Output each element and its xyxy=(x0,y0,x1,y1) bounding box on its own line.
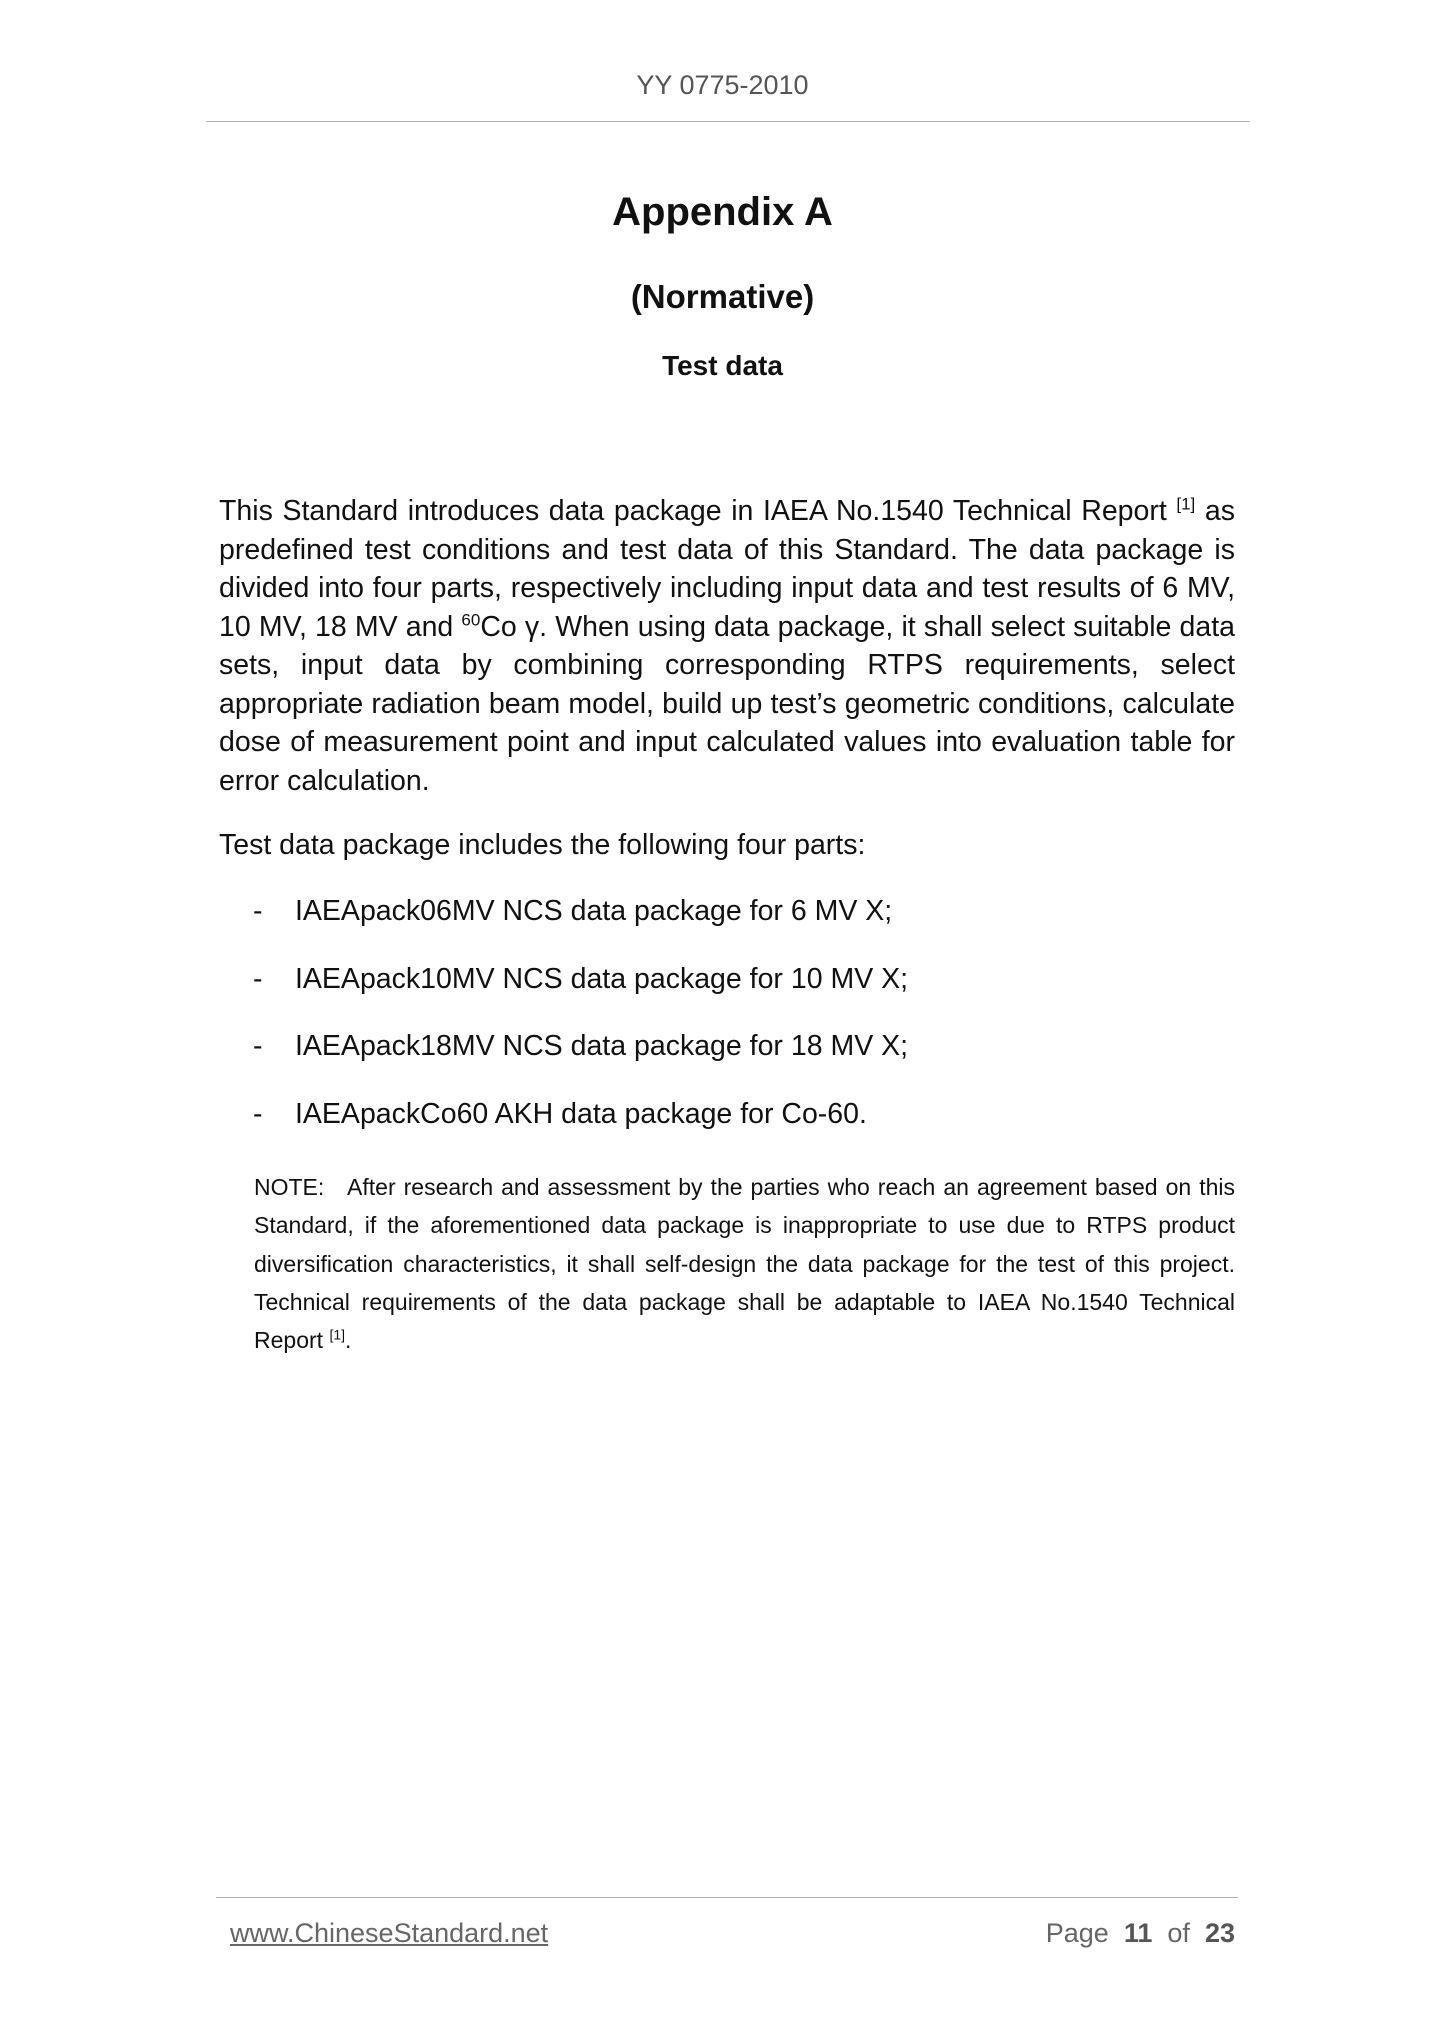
document-code: YY 0775-2010 xyxy=(636,70,809,100)
list-item xyxy=(219,892,1235,960)
list-item-text: IAEApack10MV NCS data package for 10 MV X; xyxy=(295,962,909,995)
list-item xyxy=(219,1095,1235,1163)
page-total: 23 xyxy=(1204,1918,1235,1948)
list-item-text: IAEApack06MV NCS data package for 6 MV X; xyxy=(295,895,893,927)
note-paragraph xyxy=(254,1168,1242,1359)
appendix-subject: Test data xyxy=(662,350,783,381)
website-link[interactable]: www.ChineseStandard.net xyxy=(230,1918,549,1948)
list-dash: - xyxy=(253,1097,263,1130)
list-intro-paragraph: Test data package includes the following four parts: xyxy=(219,829,866,861)
intro-text-b: as predefined test conditions and test data of this Standard. The data package is divided into four parts, respectively including input data and test results of 6 MV, 10 MV, 18 MV and xyxy=(219,495,1235,643)
header-divider xyxy=(206,121,1250,122)
note-reference-mark: [1] xyxy=(329,1326,346,1343)
intro-text-a: This Standard introduces data package in IAEA No.1540 Technical Report xyxy=(219,495,1177,527)
note-text-a: NOTE: After research and assessment by the parties who reach an agreement based on this Standard, if the aforementioned data package is inappropriate to use due to RTPS product diversification characteristics, it shall self-design the data package for the test of this project. Technical requirements of the data package shall be adaptable to IAEA No.1540 Technical Report xyxy=(254,1174,1242,1354)
list-dash: - xyxy=(253,1030,263,1062)
list-item-text: IAEApackCo60 AKH data package for Co-60. xyxy=(295,1097,867,1130)
appendix-type: (Normative) xyxy=(630,278,815,315)
data-package-list xyxy=(219,892,1235,1162)
page-number: 11 xyxy=(1123,1918,1153,1948)
page-indicator xyxy=(1046,1918,1235,1949)
list-dash: - xyxy=(253,962,263,995)
intro-text-c: Co γ. When using data package, it shall select suitable data sets, input data by combining corresponding RTPS requirements, select appropriate radiation beam model, build up test’s geometric conditions, calculate dose of measurement point and input calculated values into evaluation table for error calculation. xyxy=(219,610,1235,797)
list-item xyxy=(219,960,1235,1028)
list-item-text: IAEApack18MV NCS data package for 18 MV X; xyxy=(295,1030,909,1062)
intro-paragraph xyxy=(219,492,1235,800)
of-label: of xyxy=(1167,1918,1190,1948)
note-text-b: . xyxy=(345,1327,352,1354)
footer-divider xyxy=(216,1897,1238,1898)
isotope-mass-number: 60 xyxy=(461,610,481,629)
appendix-title: Appendix A xyxy=(612,190,833,234)
reference-mark: [1] xyxy=(1176,494,1196,514)
page-label: Page xyxy=(1045,1918,1109,1948)
list-dash: - xyxy=(253,895,263,927)
list-item xyxy=(219,1027,1235,1095)
